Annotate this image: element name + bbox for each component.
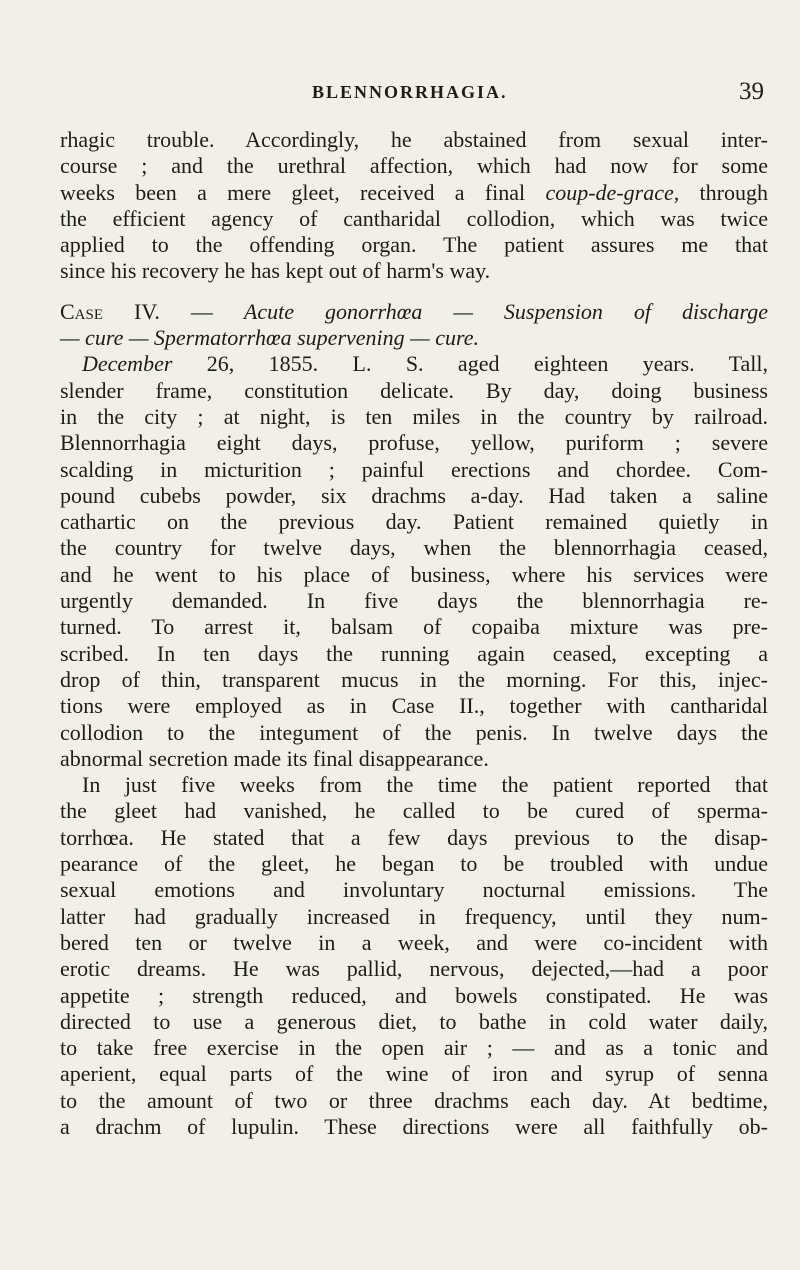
text-line: turned. To arrest it, balsam of copaiba mixture was pre- bbox=[60, 614, 768, 640]
text-line: rhagic trouble. Accordingly, he abstained from sexual inter- bbox=[60, 127, 768, 152]
page-number: 39 bbox=[739, 78, 764, 105]
text-line: erotic dreams. He was pallid, nervous, dejected,—had a poor bbox=[60, 956, 768, 982]
text-line: and he went to his place of business, where his services were bbox=[60, 561, 768, 587]
case-date: December bbox=[82, 351, 173, 377]
text-line: in the city ; at night, is ten miles in the country by railroad. bbox=[60, 403, 768, 429]
text-line: a drachm of lupulin. These directions were all faithfully ob- bbox=[60, 1113, 768, 1139]
text-line: to the amount of two or three drachms each day. At bedtime, bbox=[60, 1087, 768, 1113]
case-label: Case IV. bbox=[60, 298, 160, 324]
text-line bbox=[60, 180, 768, 206]
case-title: — cure — Spermatorrhœa supervening — cure. bbox=[60, 325, 479, 351]
text-line: the efficient agency of cantharidal collodion, which was twice bbox=[60, 205, 768, 231]
text-line: appetite ; strength reduced, and bowels constipated. He was bbox=[60, 982, 768, 1008]
text-line: cathartic on the previous day. Patient remained quietly in bbox=[60, 509, 768, 535]
text-line: torrhœa. He stated that a few days previous to the disap- bbox=[60, 824, 768, 850]
text-line: aperient, equal parts of the wine of iron and syrup of senna bbox=[60, 1061, 768, 1087]
paragraph-gap bbox=[60, 285, 768, 299]
case-dash: — bbox=[159, 298, 244, 324]
page-header bbox=[60, 78, 764, 112]
case-heading-line bbox=[60, 299, 768, 325]
text-line: the gleet had vanished, he called to be cured of sperma- bbox=[60, 798, 768, 824]
text-line: latter had gradually increased in frequency, until they num- bbox=[60, 903, 768, 929]
text-line: Blennorrhagia eight days, profuse, yellow, puriform ; severe bbox=[60, 430, 768, 456]
text-line: drop of thin, transparent mucus in the morning. For this, injec- bbox=[60, 666, 768, 692]
text-line: pearance of the gleet, he began to be troubled with undue bbox=[60, 851, 768, 877]
text-line: tions were employed as in Case II., together with cantharidal bbox=[60, 693, 768, 719]
text-line: collodion to the integument of the penis. In twelve days the bbox=[60, 719, 768, 745]
text-line: sexual emotions and involuntary nocturnal emissions. The bbox=[60, 877, 768, 903]
text-line: slender frame, constitution delicate. By day, doing business bbox=[60, 377, 768, 403]
text-line: to take free exercise in the open air ; — and as a tonic and bbox=[60, 1035, 768, 1061]
italic-phrase: coup-de-grace, bbox=[545, 179, 680, 205]
case-title: Acute gonorrhœa — Suspension of discharge bbox=[243, 298, 768, 324]
text-segment: 26, 1855. L. S. aged eighteen years. Tall, bbox=[172, 351, 768, 377]
body-text bbox=[60, 127, 768, 1140]
text-line: scalding in micturition ; painful erections and chordee. Com- bbox=[60, 456, 768, 482]
running-title: BLENNORRHAGIA. bbox=[312, 82, 508, 102]
text-line: since his recovery he has kept out of harm's way. bbox=[60, 258, 491, 284]
text-line: directed to use a generous diet, to bathe in cold water daily, bbox=[60, 1008, 768, 1034]
text-line: course ; and the urethral affection, which had now for some bbox=[60, 153, 768, 179]
text-line: abnormal secretion made its final disappearance. bbox=[60, 745, 489, 771]
case-heading-line bbox=[60, 325, 768, 351]
text-line: In just five weeks from the time the patient reported that bbox=[82, 772, 768, 798]
text-segment: through bbox=[679, 179, 768, 205]
text-line: bered ten or twelve in a week, and were co-incident with bbox=[60, 929, 768, 955]
text-segment: weeks been a mere gleet, received a final bbox=[60, 179, 546, 205]
text-line: scribed. In ten days the running again ceased, excepting a bbox=[60, 640, 768, 666]
text-line: pound cubebs powder, six drachms a-day. Had taken a saline bbox=[60, 482, 768, 508]
text-line: the country for twelve days, when the blennorrhagia ceased, bbox=[60, 535, 768, 561]
text-line: urgently demanded. In five days the blennorrhagia re- bbox=[60, 588, 768, 614]
text-line: applied to the offending organ. The patient assures me that bbox=[60, 232, 768, 258]
text-line bbox=[60, 351, 768, 377]
